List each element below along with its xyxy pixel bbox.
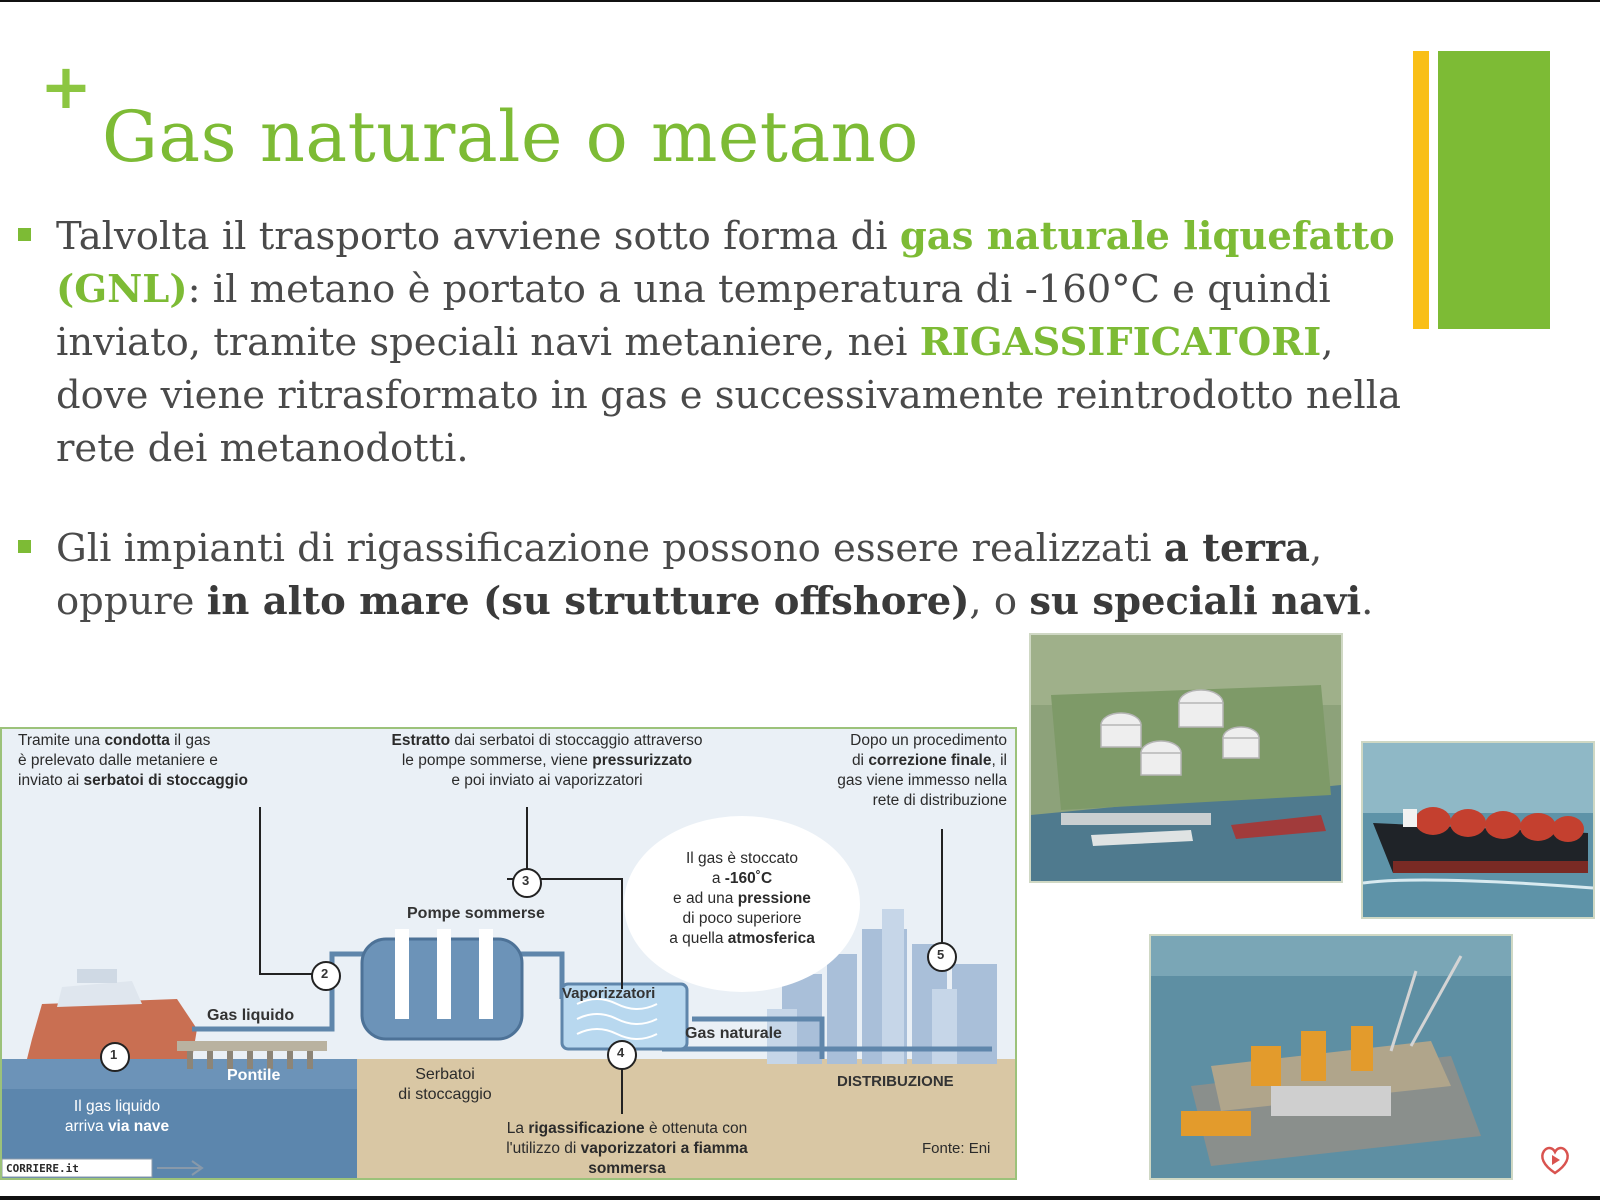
label-pompe-sommerse: Pompe sommerse [407,905,545,922]
top-border [0,0,1600,2]
bullet2-text-1: Gli impianti di rigassificazione possono essere realizzati [56,526,1164,571]
offshore-platform-photo [1149,934,1513,1180]
play-heart-icon[interactable] [1538,1143,1572,1177]
bullet1-text-2: : il metano è portato a una temperatura di -160°C e quindi inviato, tramite speciali navi metaniere, nei [56,267,1331,365]
note-estratto: Estratto dai serbatoi di stoccaggio attraverso le pompe sommerse, viene pressurizzato e poi inviato ai vaporizzatori [391,732,703,789]
bullet-transport-gnl [56,210,1416,475]
step-4-number: 4 [617,1045,625,1060]
bullet2-text-3: , o [969,579,1030,624]
bottom-border [0,1196,1600,1200]
label-fonte: Fonte: Eni [922,1140,991,1157]
lng-carrier-ship-photo [1361,741,1595,919]
bullet2-offshore: in alto mare (su strutture offshore) [206,579,970,624]
step-1-number: 1 [110,1047,118,1062]
plus-decoration: + [40,50,92,123]
step-3-number: 3 [522,873,530,888]
note-condotta: Tramite una condotta il gas è prelevato dalle metaniere e inviato ai serbatoi di stoccaggio [18,732,248,789]
platform-illustration [1151,936,1511,1178]
bullet2-navi: su speciali navi [1029,579,1362,624]
bullet1-text-1: Talvolta il trasporto avviene sotto forma di [56,214,900,259]
bullet2-a-terra: a terra [1163,526,1311,571]
bullet2-text-2: , oppure [56,526,1323,624]
label-distribuzione: DISTRIBUZIONE [837,1073,954,1090]
bullet1-text-3: , dove viene ritrasformato in gas e successivamente reintrodotto nella rete dei metanodotti. [56,320,1401,471]
bullet1-rigassificatori-highlight: RIGASSIFICATORI [919,320,1322,365]
label-vaporizzatori: Vaporizzatori [562,985,656,1002]
bullet-square-icon [18,228,31,241]
note-rigassificazione: La rigassificazione è ottenuta con l'utilizzo di vaporizzatori a fiamma sommersa [506,1120,748,1177]
watermark-corriere: CORRIERE.it [6,1162,79,1175]
label-gas-liquido: Gas liquido [207,1007,295,1024]
label-gas-naturale: Gas naturale [685,1025,782,1042]
bullet-square-icon [18,540,31,553]
label-pontile: Pontile [227,1067,281,1084]
note-correzione: Dopo un procedimento di correzione finale, il gas viene immesso nella rete di distribuzione [837,732,1007,809]
step-2-number: 2 [321,966,329,981]
regasification-terminal-photo [1029,633,1343,883]
regasification-diagram [0,727,1017,1180]
terminal-illustration [1031,635,1341,881]
bubble-stoccaggio: Il gas è stoccato a -160˚C e ad una pressione di poco superiore a quella atmosferica [669,850,815,947]
step-5-number: 5 [937,947,945,962]
bullet1-gnl-highlight: gas naturale liquefatto (GNL) [56,214,1395,312]
bullet-plant-types [56,522,1416,628]
green-accent-bar [1438,51,1550,329]
label-serbatoi: Serbatoi di stoccaggio [398,1066,492,1103]
ship-illustration [1363,743,1593,917]
note-via-nave: Il gas liquido arriva via nave [64,1098,170,1135]
bullet2-text-4: . [1361,579,1374,624]
slide-title: Gas naturale o metano [102,96,919,178]
